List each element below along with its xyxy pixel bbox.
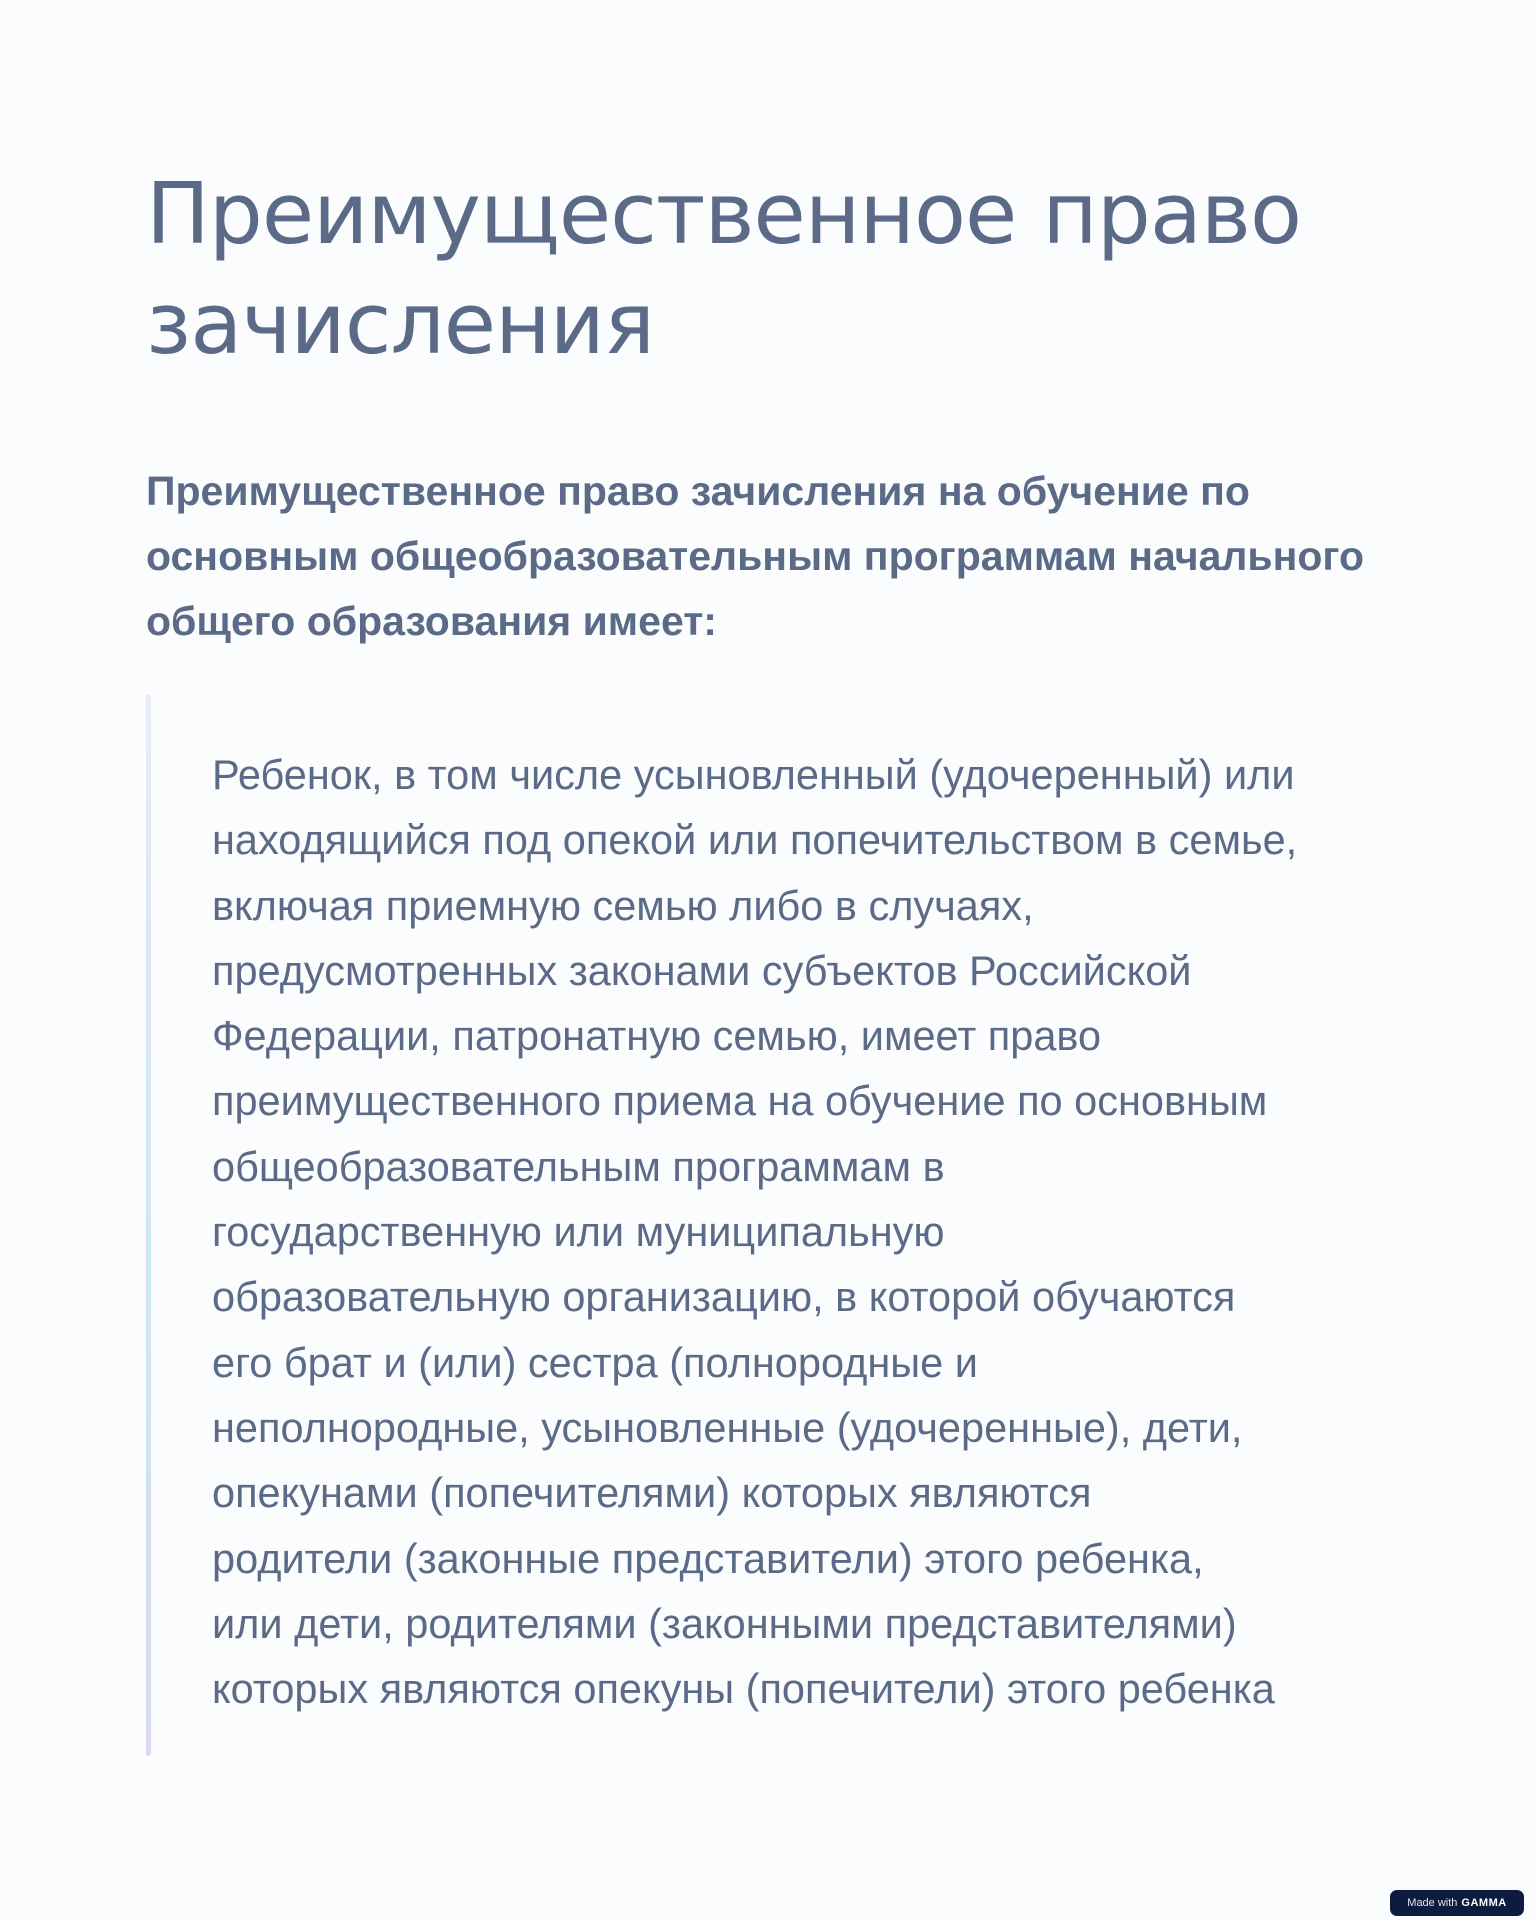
blockquote-line: которых являются опекуны (попечители) этого ребенка xyxy=(212,1665,1275,1713)
blockquote-accent-bar xyxy=(146,694,151,1756)
blockquote-text xyxy=(212,742,1432,1721)
blockquote-line: находящийся под опекой или попечительством в семье, xyxy=(212,816,1298,864)
blockquote-line: образовательную организацию, в которой обучаются xyxy=(212,1273,1236,1321)
blockquote-line: его брат и (или) сестра (полнородные и xyxy=(212,1338,978,1386)
blockquote-line: включая приемную семью либо в случаях, xyxy=(212,881,1034,929)
blockquote-line: общеобразовательным программам в xyxy=(212,1142,945,1190)
blockquote-line: или дети, родителями (законными представителями) xyxy=(212,1599,1237,1647)
blockquote-line: предусмотренных законами субъектов Российской xyxy=(212,946,1192,994)
blockquote-line: родители (законные представители) этого ребенка, xyxy=(212,1534,1204,1582)
made-with-gamma-badge[interactable] xyxy=(1390,1890,1524,1916)
blockquote-line: неполнородные, усыновленные (удочеренные), дети, xyxy=(212,1403,1243,1451)
blockquote-line: опекунами (попечителями) которых являются xyxy=(212,1469,1092,1517)
lead-paragraph: Преимущественное право зачисления на обучение по основным общеобразовательным программам начального общего образования имеет: xyxy=(146,468,1365,644)
blockquote-line: преимущественного приема на обучение по основным xyxy=(212,1077,1268,1125)
blockquote-line: Ребенок, в том числе усыновленный (удочеренный) или xyxy=(212,751,1295,798)
page-title: Преимущественное право зачисления xyxy=(146,165,1302,374)
blockquote-line: Федерации, патронатную семью, имеет право xyxy=(212,1012,1102,1060)
blockquote xyxy=(146,694,1416,1756)
badge-made-with-label: Made with xyxy=(1407,1897,1458,1909)
blockquote-line: государственную или муниципальную xyxy=(212,1208,945,1256)
gamma-logo: GAMMA xyxy=(1461,1897,1507,1909)
